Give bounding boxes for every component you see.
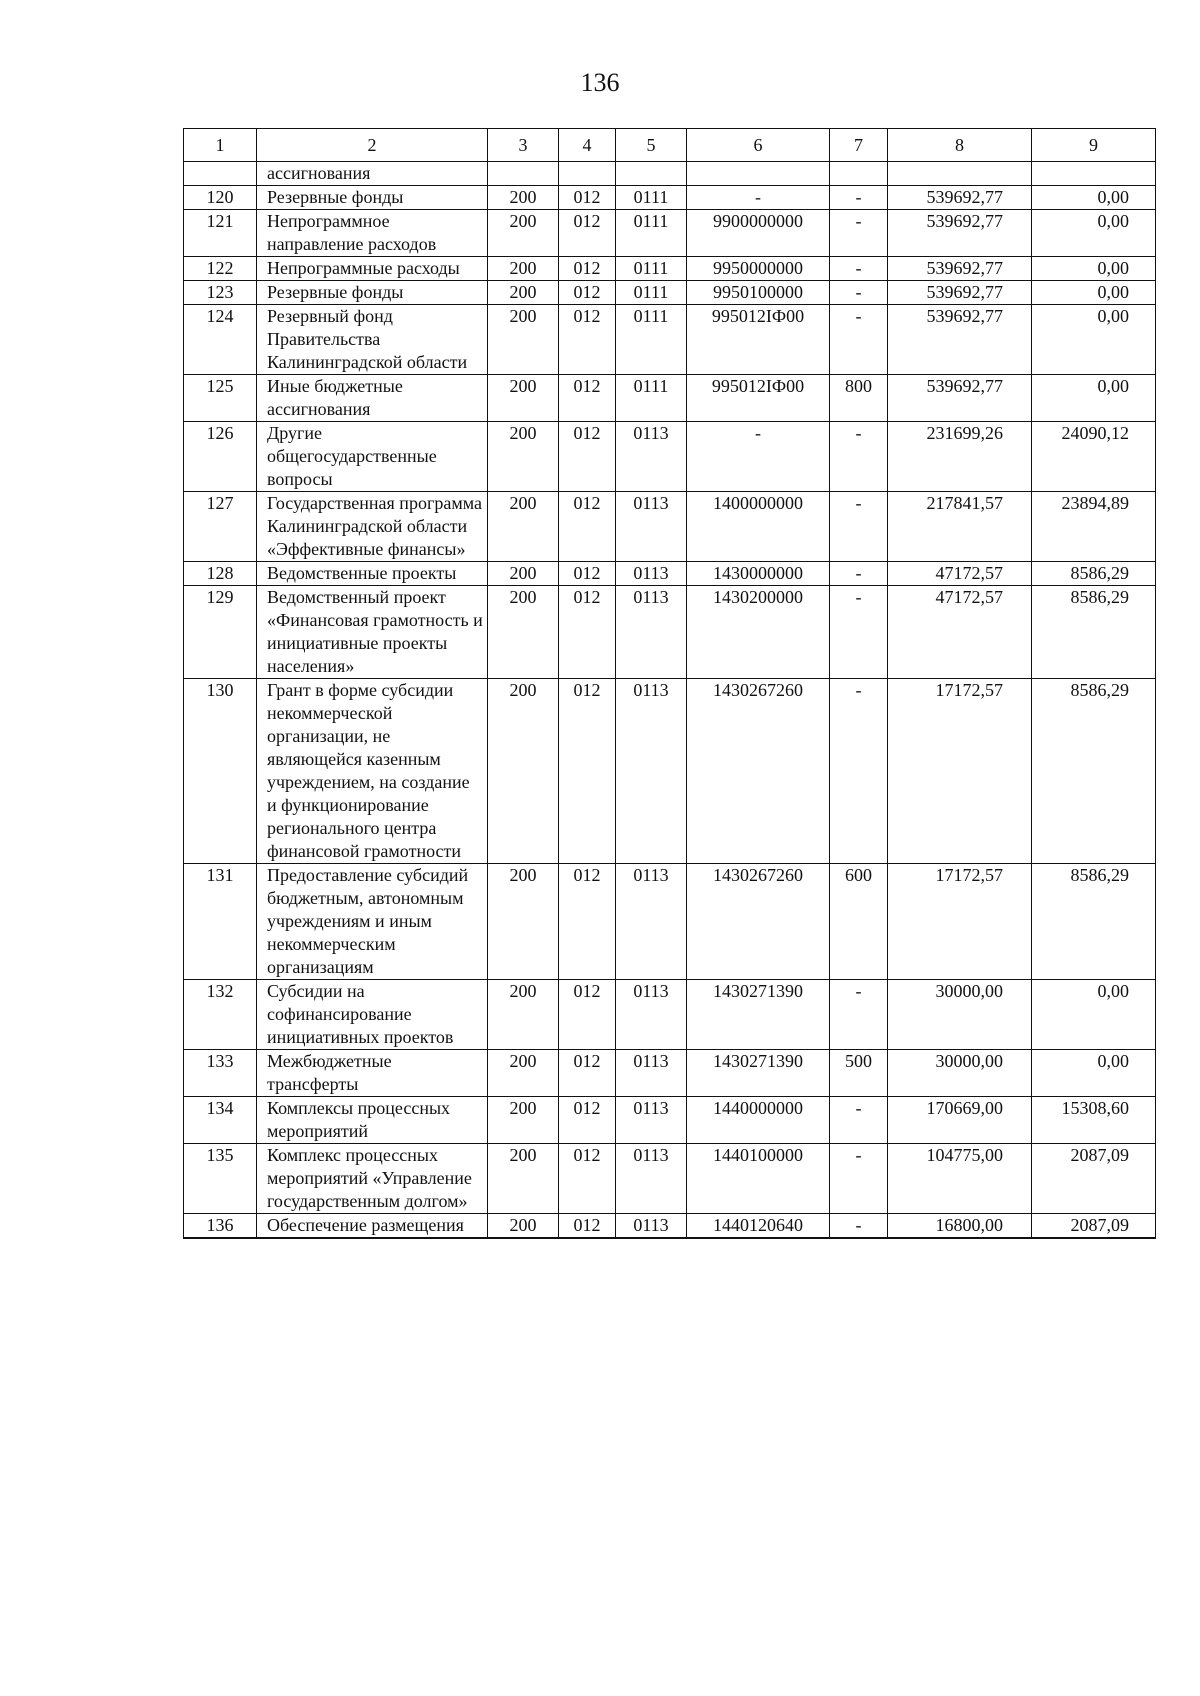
table-row (184, 1214, 1156, 1239)
cell-col3: 200 (488, 305, 559, 375)
cell-col6: 1440100000 (687, 1144, 830, 1214)
continuation-text: ассигнования (257, 162, 488, 186)
cell-col5: 0111 (616, 186, 687, 210)
row-name: Непрограммные расходы (257, 257, 488, 281)
cell-col6: 9950000000 (687, 257, 830, 281)
cell-col8: 170669,00 (888, 1097, 1032, 1144)
cell-col7: - (830, 1214, 888, 1239)
cell-col6: 1430271390 (687, 980, 830, 1050)
row-name: Обеспечение размещения (257, 1214, 488, 1239)
cell-col7: - (830, 1097, 888, 1144)
cell-col7: 500 (830, 1050, 888, 1097)
cell-col8: 30000,00 (888, 980, 1032, 1050)
cell-col9: 2087,09 (1032, 1144, 1156, 1214)
table-row (184, 562, 1156, 586)
page-number: 136 (580, 68, 620, 97)
cell-col9: 0,00 (1032, 281, 1156, 305)
row-name: Непрограммное направление расходов (257, 210, 488, 257)
cell-col3: 200 (488, 375, 559, 422)
cell-col4: 012 (559, 562, 616, 586)
row-name: Субсидии на софинансирование инициативных проектов (257, 980, 488, 1050)
row-number: 121 (184, 210, 257, 257)
cell-col3: 200 (488, 864, 559, 980)
cell-col8: 104775,00 (888, 1144, 1032, 1214)
row-name: Комплексы процессных мероприятий (257, 1097, 488, 1144)
column-header-4: 4 (559, 129, 616, 162)
cell-col5: 0113 (616, 1050, 687, 1097)
table-row (184, 257, 1156, 281)
table-row (184, 305, 1156, 375)
row-name: Межбюджетные трансферты (257, 1050, 488, 1097)
cell-col8: 16800,00 (888, 1214, 1032, 1239)
cell-col3: 200 (488, 586, 559, 679)
cell-col9: 0,00 (1032, 375, 1156, 422)
cell-col7: - (830, 1144, 888, 1214)
cell-col9: 0,00 (1032, 210, 1156, 257)
column-header-2: 2 (257, 129, 488, 162)
cell-col9: 8586,29 (1032, 864, 1156, 980)
cell-col5: 0111 (616, 257, 687, 281)
table-row (184, 210, 1156, 257)
row-number: 135 (184, 1144, 257, 1214)
cell-col6: 1430267260 (687, 864, 830, 980)
row-name: Государственная программа Калининградской области «Эффективные финансы» (257, 492, 488, 562)
cell-col3: 200 (488, 210, 559, 257)
row-number: 125 (184, 375, 257, 422)
table-body (184, 162, 1156, 1239)
cell-col5: 0113 (616, 422, 687, 492)
cell-col8: 47172,57 (888, 562, 1032, 586)
column-header-8: 8 (888, 129, 1032, 162)
cell-col9: 2087,09 (1032, 1214, 1156, 1239)
cell-col5: 0111 (616, 375, 687, 422)
column-header-1: 1 (184, 129, 257, 162)
row-name: Ведомственные проекты (257, 562, 488, 586)
cell-col6: 1430000000 (687, 562, 830, 586)
cell-col8: 539692,77 (888, 257, 1032, 281)
row-number: 127 (184, 492, 257, 562)
cell-col9: 0,00 (1032, 186, 1156, 210)
cell-col3: 200 (488, 1214, 559, 1239)
table-row (184, 980, 1156, 1050)
cell-col3: 200 (488, 281, 559, 305)
cell-col4: 012 (559, 422, 616, 492)
cell-col9: 8586,29 (1032, 679, 1156, 864)
row-name: Резервные фонды (257, 281, 488, 305)
table-row (184, 1144, 1156, 1214)
cell-col5: 0113 (616, 679, 687, 864)
table-row (184, 864, 1156, 980)
cell-col5: 0111 (616, 305, 687, 375)
cell-col4: 012 (559, 586, 616, 679)
row-number: 129 (184, 586, 257, 679)
row-name: Предоставление субсидий бюджетным, автономным учреждениям и иным некоммерческим организациям (257, 864, 488, 980)
cell-col4: 012 (559, 1214, 616, 1239)
cell-col7: - (830, 305, 888, 375)
cell-col3: 200 (488, 1144, 559, 1214)
cell-col5: 0113 (616, 1144, 687, 1214)
row-number: 120 (184, 186, 257, 210)
cell-col6: 1440120640 (687, 1214, 830, 1239)
cell-col8: 539692,77 (888, 305, 1032, 375)
cell-col9: 8586,29 (1032, 586, 1156, 679)
cell-col4: 012 (559, 1050, 616, 1097)
header-row (184, 129, 1156, 162)
cell-col7: - (830, 562, 888, 586)
cell-col9: 0,00 (1032, 257, 1156, 281)
row-name: Ведомственный проект «Финансовая грамотность и инициативные проекты населения» (257, 586, 488, 679)
cell-col8: 539692,77 (888, 186, 1032, 210)
cell-col3: 200 (488, 562, 559, 586)
row-number: 123 (184, 281, 257, 305)
cell-col8: 231699,26 (888, 422, 1032, 492)
cell-col8: 539692,77 (888, 375, 1032, 422)
cell-col4: 012 (559, 257, 616, 281)
cell-col6: 9900000000 (687, 210, 830, 257)
row-name: Резервный фонд Правительства Калининградской области (257, 305, 488, 375)
cell-col3: 200 (488, 980, 559, 1050)
cell-col6: 9950100000 (687, 281, 830, 305)
cell-col4: 012 (559, 375, 616, 422)
cell-col5: 0111 (616, 281, 687, 305)
cell-col8: 47172,57 (888, 586, 1032, 679)
cell-col7: - (830, 422, 888, 492)
table-row (184, 679, 1156, 864)
row-number: 131 (184, 864, 257, 980)
cell-col4: 012 (559, 980, 616, 1050)
row-number: 124 (184, 305, 257, 375)
row-number: 133 (184, 1050, 257, 1097)
row-number: 126 (184, 422, 257, 492)
cell-col5: 0113 (616, 980, 687, 1050)
cell-col9: 0,00 (1032, 980, 1156, 1050)
cell-col9: 0,00 (1032, 305, 1156, 375)
table-row (184, 422, 1156, 492)
cell-col6: 1430200000 (687, 586, 830, 679)
column-header-5: 5 (616, 129, 687, 162)
cell-col4: 012 (559, 210, 616, 257)
cell-col3: 200 (488, 492, 559, 562)
cell-col8: 30000,00 (888, 1050, 1032, 1097)
table-row (184, 586, 1156, 679)
table-row (184, 186, 1156, 210)
cell-col7: - (830, 281, 888, 305)
table-header (184, 129, 1156, 162)
cell-col6: 995012IФ00 (687, 305, 830, 375)
row-name: Иные бюджетные ассигнования (257, 375, 488, 422)
cell-col3: 200 (488, 1050, 559, 1097)
cell-col8: 539692,77 (888, 281, 1032, 305)
row-name: Комплекс процессных мероприятий «Управление государственным долгом» (257, 1144, 488, 1214)
cell-col4: 012 (559, 679, 616, 864)
row-number: 128 (184, 562, 257, 586)
cell-col7: - (830, 586, 888, 679)
cell-col3: 200 (488, 422, 559, 492)
cell-col7: 800 (830, 375, 888, 422)
cell-col8: 217841,57 (888, 492, 1032, 562)
row-name: Другие общегосударственные вопросы (257, 422, 488, 492)
cell-col5: 0113 (616, 492, 687, 562)
cell-col3: 200 (488, 1097, 559, 1144)
table-row (184, 281, 1156, 305)
cell-col6: 1430267260 (687, 679, 830, 864)
column-header-9: 9 (1032, 129, 1156, 162)
cell-col5: 0113 (616, 586, 687, 679)
cell-col9: 23894,89 (1032, 492, 1156, 562)
row-number: 136 (184, 1214, 257, 1239)
cell-col7: 600 (830, 864, 888, 980)
cell-col4: 012 (559, 305, 616, 375)
cell-col7: - (830, 980, 888, 1050)
table-row (184, 1050, 1156, 1097)
row-number: 122 (184, 257, 257, 281)
cell-col4: 012 (559, 1144, 616, 1214)
budget-table (183, 128, 1156, 1239)
table-row (184, 375, 1156, 422)
cell-col8: 17172,57 (888, 679, 1032, 864)
cell-col4: 012 (559, 186, 616, 210)
row-name: Резервные фонды (257, 186, 488, 210)
cell-col4: 012 (559, 281, 616, 305)
cell-col4: 012 (559, 864, 616, 980)
cell-col5: 0111 (616, 210, 687, 257)
cell-col5: 0113 (616, 864, 687, 980)
column-header-3: 3 (488, 129, 559, 162)
cell-col9: 24090,12 (1032, 422, 1156, 492)
cell-col6: - (687, 422, 830, 492)
table-row (184, 1097, 1156, 1144)
cell-col7: - (830, 679, 888, 864)
cell-col4: 012 (559, 1097, 616, 1144)
cell-col7: - (830, 210, 888, 257)
cell-col8: 17172,57 (888, 864, 1032, 980)
row-number: 130 (184, 679, 257, 864)
cell-col7: - (830, 257, 888, 281)
cell-col6: - (687, 186, 830, 210)
cell-col6: 1440000000 (687, 1097, 830, 1144)
cell-col4: 012 (559, 492, 616, 562)
column-header-6: 6 (687, 129, 830, 162)
cell-col6: 995012IФ00 (687, 375, 830, 422)
cell-col7: - (830, 492, 888, 562)
cell-col5: 0113 (616, 562, 687, 586)
cell-col9: 8586,29 (1032, 562, 1156, 586)
cell-col3: 200 (488, 679, 559, 864)
row-number: 132 (184, 980, 257, 1050)
continuation-row (184, 162, 1156, 186)
cell-col9: 15308,60 (1032, 1097, 1156, 1144)
cell-col7: - (830, 186, 888, 210)
cell-col6: 1430271390 (687, 1050, 830, 1097)
cell-col5: 0113 (616, 1097, 687, 1144)
cell-col6: 1400000000 (687, 492, 830, 562)
cell-col8: 539692,77 (888, 210, 1032, 257)
cell-col9: 0,00 (1032, 1050, 1156, 1097)
row-number: 134 (184, 1097, 257, 1144)
column-header-7: 7 (830, 129, 888, 162)
cell-col3: 200 (488, 257, 559, 281)
table-row (184, 492, 1156, 562)
cell-col5: 0113 (616, 1214, 687, 1239)
row-name: Грант в форме субсидии некоммерческой организации, не являющейся казенным учреждением, на создание и функционирование регионального центра финансовой грамотности (257, 679, 488, 864)
cell-col3: 200 (488, 186, 559, 210)
